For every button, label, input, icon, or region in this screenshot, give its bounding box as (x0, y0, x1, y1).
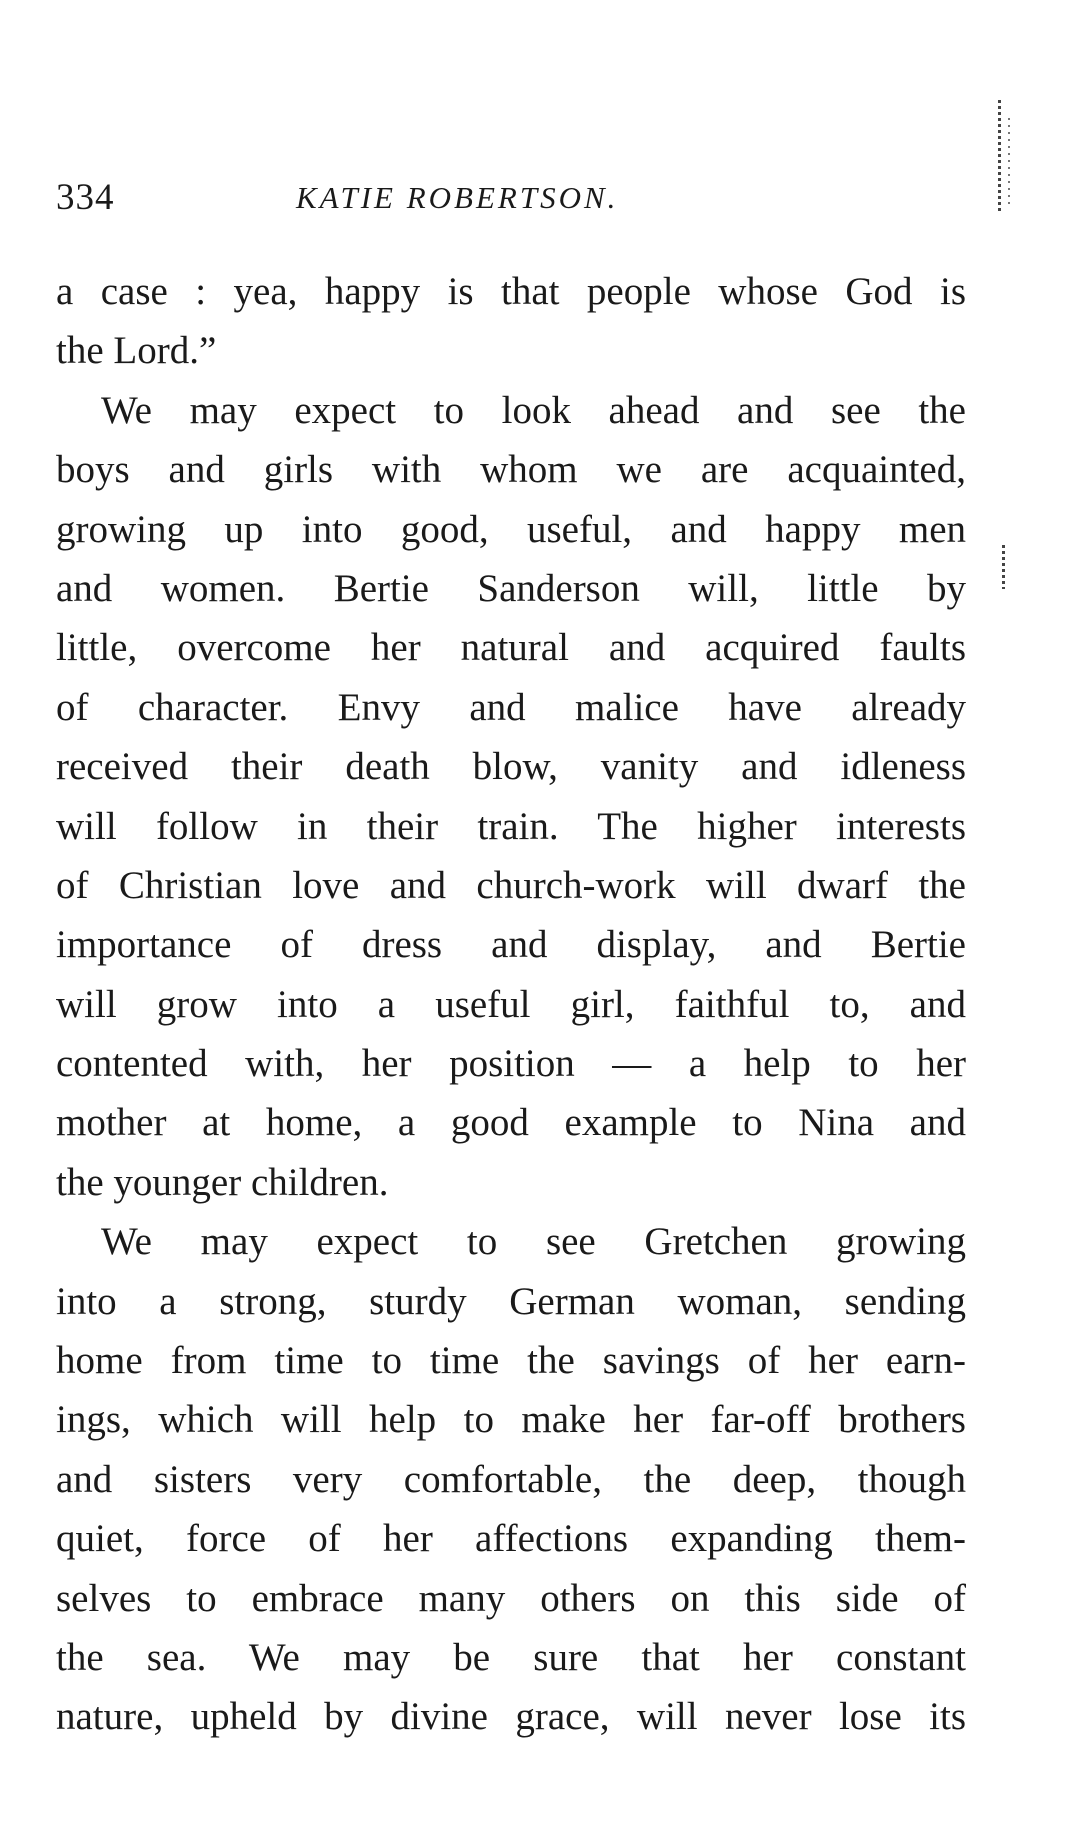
text-line: into a strong, sturdy German woman, sending (56, 1279, 966, 1323)
text-line: little, overcome her natural and acquired faults (56, 626, 966, 670)
running-head (56, 176, 966, 226)
text-line: of character. Envy and malice have already (56, 685, 966, 729)
margin-scan-mark (1008, 118, 1010, 208)
text-line: received their death blow, vanity and idleness (56, 745, 966, 789)
text-line: and women. Bertie Sanderson will, little by (56, 566, 966, 610)
margin-scan-mark (998, 100, 1001, 212)
text-line: the sea. We may be sure that her constant (56, 1635, 966, 1679)
text-line: home from time to time the savings of her earn- (56, 1339, 966, 1383)
page-number: 334 (56, 177, 115, 218)
text-line: nature, upheld by divine grace, will never lose its (56, 1695, 966, 1739)
text-line: contented with, her position — a help to her (56, 1042, 966, 1086)
text-line: ings, which will help to make her far-off brothers (56, 1398, 966, 1442)
text-line: the younger children. (56, 1160, 389, 1204)
text-line: of Christian love and church-work will dwarf the (56, 863, 966, 907)
body-text (56, 262, 966, 1747)
text-line: and sisters very comfortable, the deep, though (56, 1457, 966, 1501)
margin-scan-mark (1002, 545, 1005, 589)
text-line: will follow in their train. The higher interests (56, 804, 966, 848)
text-line: the Lord.” (56, 329, 217, 373)
text-line: importance of dress and display, and Bertie (56, 923, 966, 967)
text-line: mother at home, a good example to Nina and (56, 1101, 966, 1145)
text-line: We may expect to see Gretchen growing (101, 1220, 966, 1264)
running-title: KATIE ROBERTSON. (296, 180, 619, 215)
text-line: boys and girls with whom we are acquainted, (56, 448, 966, 492)
text-line: growing up into good, useful, and happy men (56, 507, 966, 551)
text-line: selves to embrace many others on this side of (56, 1576, 966, 1620)
text-line: will grow into a useful girl, faithful to, and (56, 982, 966, 1026)
text-line: quiet, force of her affections expanding them- (56, 1517, 966, 1561)
text-line: We may expect to look ahead and see the (101, 388, 966, 432)
text-line: a case : yea, happy is that people whose God is (56, 270, 966, 313)
